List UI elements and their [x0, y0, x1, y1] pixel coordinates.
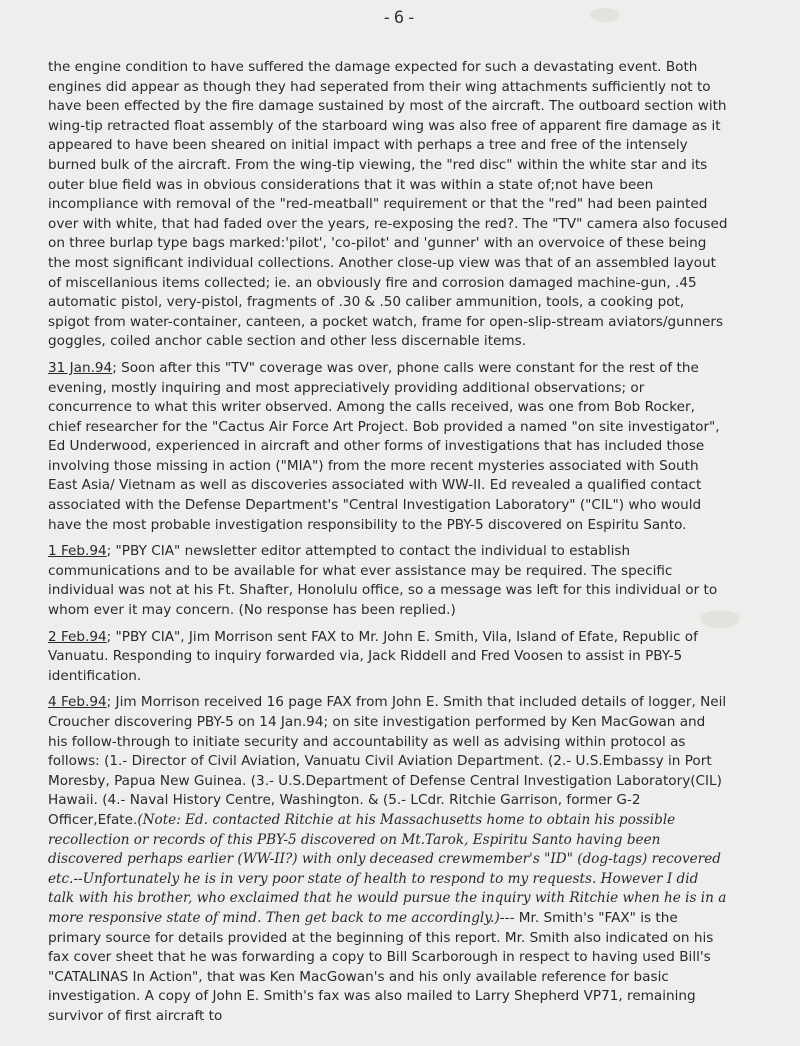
entry-31-jan-94 — [48, 359, 728, 535]
entry-text: ; "PBY CIA" newsletter editor attempted to contact the individual to establish communications and to be available for what ever assistance may be required. The specific individual was not at his Ft. Shafter, Honolulu office, so a message was left for this individual or to whom ever it may concern. (No response has been replied.) — [48, 543, 718, 619]
paragraph-aircraft-condition: the engine condition to have suffered the damage expected for such a devastating event. Both engines did appear as though they had seperated from their wing attachments sufficiently not to have been effected by the fire damage sustained by most of the aircraft. The outboard section with wing-tip retracted float assembly of the starboard wing was also free of apparent fire damage as it appeared to have been sheared on initial impact with perhaps a tree and free of the intensely burned bulk of the aircraft. From the wing-tip viewing, the "red disc" within the white star and its outer blue field was in obvious considerations that it was within a state of;not have been incompliance with removal of the "red-meatball" requirement or that the "red" had been painted over with white, that had faded over the years, re-exposing the red?. The "TV" camera also focused on three burlap type bags marked:'pilot', 'co-pilot' and 'gunner' with an overvoice of these being the most significant individual collections. Another close-up view was that of an assembled layout of miscellanious items collected; ie. an obviously fire and corrosion damaged machine-gun, .45 automatic pistol, very-pistol, fragments of .30 & .50 caliber ammunition, tools, a cooking pot, spigot from water-container, canteen, a pocket watch, frame for open-slip-stream aviators/gunners goggles, coiled anchor cable section and other less discernable items. — [48, 59, 728, 350]
page-number: -6- — [381, 8, 419, 28]
entry-date: 2 Feb.94 — [48, 628, 107, 645]
editor-note: (Note: Ed. contacted Ritchie at his Massachusetts home to obtain his possible recollection or records of this PBY-5 discovered on Mt.Tarok, Espiritu Santo having been discovered perhaps earlier (WW-II?) with only deceased crewmember's "ID" (dog-tags) recovered etc.--Unfortunately he is in very poor state of health to respond to my requests. However I did talk with his brother, who exclaimed that he would pursue the inquiry with Ritchie when he is in a more responsive state of mind. Then get back to me accordingly.) — [48, 811, 727, 926]
entry-text: ; "PBY CIA", Jim Morrison sent FAX to Mr. John E. Smith, Vila, Island of Efate, Republic of Vanuatu. Responding to inquiry forwarded via, Jack Riddell and Fred Voosen to assist in PBY-5 identification. — [48, 628, 698, 684]
entry-text: ; Jim Morrison received 16 page FAX from John E. Smith that included details of logger, Neil Croucher discovering PBY-5 on 14 Jan.94; on site investigation performed by Ken MacGowan and his follow-through to initiate security and accountability as well as advising within protocol as follows: (1.- Director of Civil Aviation, Vanuatu Civil Aviation Department. (2.- U.S.Embassy in Port Moresby, Papua New Guinea. (3.- U.S.Department of Defense Central Investigation Laboratory(CIL) Hawaii. (4.- Naval History Centre, Washington. & (5.- LCdr. Ritchie Garrison, former G-2 Officer,Efate. — [48, 694, 727, 828]
entry-1-feb-94 — [48, 542, 728, 620]
entry-text: ; Soon after this "TV" coverage was over, phone calls were constant for the rest of the evening, mostly inquiring and most appreciatively providing additional observations; or concurrence to what this writer observed. Among the calls received, was one from Bob Rocker, chief researcher for the "Cactus Air Force Art Project. Bob provided a named "on site investigator", Ed Underwood, experienced in aircraft and other forms of investigations that has included those involving those missing in action ("MIA") from the more recent mysteries associated with South East Asia/ Vietnam as well as discoveries associated with WW-II. Ed revealed a qualified contact associated with the Defense Department's "Central Investigation Laboratory" ("CIL") who would have the most probable investigation responsibility to the PBY-5 discovered on Espiritu Santo. — [48, 359, 720, 533]
entry-date: 31 Jan.94 — [48, 359, 113, 376]
entry-4-feb-94 — [48, 693, 728, 1026]
entry-date: 4 Feb.94 — [48, 694, 107, 711]
entry-2-feb-94 — [48, 628, 728, 687]
entry-text-continued: --- Mr. Smith's "FAX" is the primary source for details provided at the beginning of this report. Mr. Smith also indicated on his fax cover sheet that he was forwarding a copy to Bill Scarborough in respect to having used Bill's "CATALINAS In Action", that was Ken MacGowan's and his only available reference for basic investigation. A copy of John E. Smith's fax was also mailed to Larry Shepherd VP71, remaining survivor of first aircraft to — [48, 909, 714, 1024]
entry-date: 1 Feb.94 — [48, 543, 107, 560]
document-body — [48, 58, 728, 1027]
